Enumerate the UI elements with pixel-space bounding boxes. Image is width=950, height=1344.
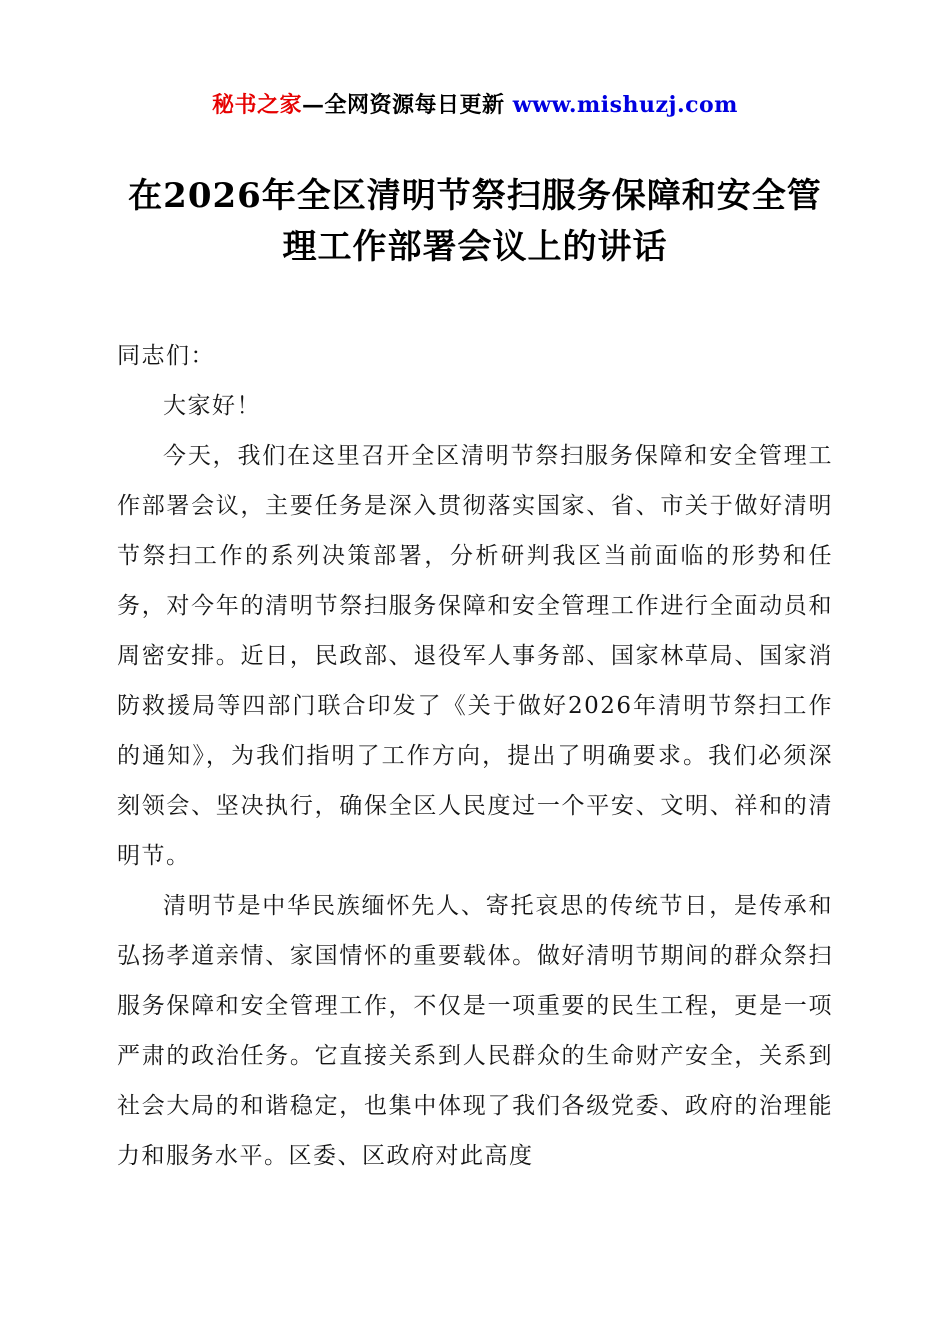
paragraph-meeting-intro: 今天，我们在这里召开全区清明节祭扫服务保障和安全管理工作部署会议，主要任务是深入贯彻落实国家、省、市关于做好清明节祭扫工作的系列决策部署，分析研判我区当前面临的形势和任务，对今年的清明节祭扫服务保障和安全管理工作进行全面动员和周密安排。近日，民政部、退役军人事务部、国家林草局、国家消防救援局等四部门联合印发了《关于做好2026年清明节祭扫工作的通知》，为我们指明了工作方向，提出了明确要求。我们必须深刻领会、坚决执行，确保全区人民度过一个平安、文明、祥和的清明节。 <box>117 443 833 869</box>
document-body <box>117 331 833 1181</box>
site-url-link[interactable]: www.mishuzj.com <box>512 92 738 118</box>
paragraph-greeting: 大家好！ <box>163 393 261 419</box>
paragraph-salutation: 同志们： <box>117 343 215 369</box>
document-title: 在2026年全区清明节祭扫服务保障和安全管理工作部署会议上的讲话 <box>128 176 822 267</box>
paragraph-significance: 清明节是中华民族缅怀先人、寄托哀思的传统节日，是传承和弘扬孝道亲情、家国情怀的重要载体。做好清明节期间的群众祭扫服务保障和安全管理工作，不仅是一项重要的民生工程，更是一项严肃的政治任务。它直接关系到人民群众的生命财产安全，关系到社会大局的和谐稳定，也集中体现了我们各级党委、政府的治理能力和服务水平。区委、区政府对此高度 <box>117 893 833 1169</box>
site-brand: 秘书之家 <box>212 92 303 118</box>
site-header <box>0 0 950 119</box>
site-tagline: —全网资源每日更新 <box>302 92 513 118</box>
